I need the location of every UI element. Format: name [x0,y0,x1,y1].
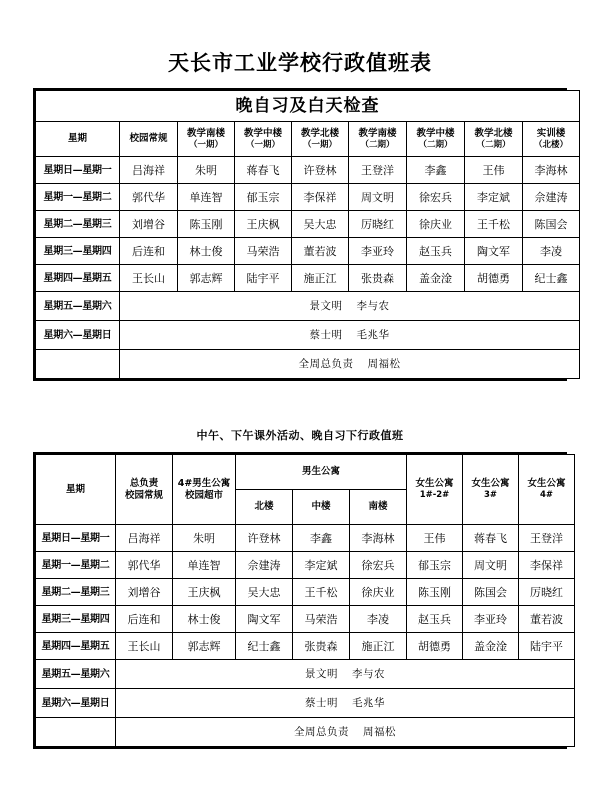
table-row [36,606,575,633]
column-header-4: 教学北楼 （一期） [292,122,349,157]
row-day-label: 星期二—星期三 [36,579,116,606]
footer-row [36,350,580,379]
weekend-row [36,292,580,321]
banner-row [36,91,580,122]
duty-name-cell: 王伟 [407,525,463,552]
column-header-2: 教学南楼 （一期） [178,122,235,157]
week-chief-cell: 全周总负责 周福松 [120,350,580,379]
duty-name-cell: 林士俊 [178,238,235,265]
duty-name-cell: 纪士鑫 [523,265,580,292]
duty-name-cell: 王千松 [293,579,350,606]
duty-name-cell: 董若波 [519,606,575,633]
duty-name-cell: 王长山 [120,265,178,292]
daytime-duty-table [35,454,575,747]
duty-name-cell: 董若波 [292,238,349,265]
duty-name-cell: 郭代华 [120,184,178,211]
duty-name-cell: 佘建涛 [523,184,580,211]
duty-name-cell: 陆宇平 [235,265,292,292]
duty-name-cell: 盖金淦 [407,265,465,292]
duty-name-cell: 李凌 [350,606,407,633]
column-header-1: 校园常规 [120,122,178,157]
weekend-duty-names: 景文明 李与农 [120,292,580,321]
duty-name-cell: 李亚玲 [349,238,407,265]
section-title-daytime-duty: 中午、下午课外活动、晚自习下行政值班 [196,429,404,442]
duty-name-cell: 王伟 [465,157,523,184]
duty-name-cell: 施正江 [292,265,349,292]
column-header-8: 实训楼 （北楼） [523,122,580,157]
duty-name-cell: 郭志辉 [173,633,236,660]
row-day-label: 星期五—星期六 [36,292,120,321]
duty-name-cell: 后连和 [116,606,173,633]
table-row [36,211,580,238]
table-banner-title: 晚自习及白天检查 [36,91,580,122]
column-header-boys-dorm-group: 男生公寓 [236,455,407,490]
weekend-duty-names: 蔡士明 毛兆华 [116,689,575,718]
table-row [36,525,575,552]
row-day-label: 星期日—星期一 [36,525,116,552]
duty-name-cell: 周文明 [349,184,407,211]
column-header-7: 教学北楼 （二期） [465,122,523,157]
duty-name-cell: 佘建涛 [236,552,293,579]
column-header-girls-dorm-1: 女生公寓 3# [463,455,519,525]
duty-name-cell: 李保祥 [519,552,575,579]
column-header-supermarket: 4#男生公寓 校园超市 [173,455,236,525]
row-day-label: 星期六—星期日 [36,689,116,718]
duty-name-cell: 徐庆业 [350,579,407,606]
duty-name-cell: 许登林 [236,525,293,552]
column-header-boys-2: 南楼 [350,490,407,525]
duty-name-cell: 朱明 [178,157,235,184]
column-header-6: 教学中楼 （二期） [407,122,465,157]
duty-name-cell: 胡德勇 [465,265,523,292]
table-row [36,633,575,660]
duty-name-cell: 许登林 [292,157,349,184]
duty-name-cell: 赵玉兵 [407,606,463,633]
row-day-label: 星期二—星期三 [36,211,120,238]
duty-name-cell: 吕海祥 [120,157,178,184]
week-chief-cell: 全周总负责 周福松 [116,718,575,747]
column-header-boys-0: 北楼 [236,490,293,525]
column-header-boys-1: 中楼 [293,490,350,525]
duty-name-cell: 纪士鑫 [236,633,293,660]
duty-name-cell: 徐庆业 [407,211,465,238]
duty-name-cell: 吴大忠 [292,211,349,238]
duty-name-cell: 张贵森 [349,265,407,292]
row-day-label: 星期三—星期四 [36,238,120,265]
duty-name-cell: 陈玉刚 [178,211,235,238]
row-day-label: 星期六—星期日 [36,321,120,350]
duty-name-cell: 王登洋 [349,157,407,184]
row-day-label-empty [36,718,116,747]
row-day-label: 星期四—星期五 [36,265,120,292]
duty-name-cell: 郁玉宗 [235,184,292,211]
footer-row [36,718,575,747]
weekend-row [36,689,575,718]
evening-study-inspection-table [35,90,580,379]
column-header-day: 星期 [36,455,116,525]
evening-study-table-wrapper [33,88,567,381]
duty-name-cell: 胡德勇 [407,633,463,660]
duty-name-cell: 厉晓红 [519,579,575,606]
page-title: 天长市工业学校行政值班表 [168,50,432,75]
duty-name-cell: 陈玉刚 [407,579,463,606]
duty-name-cell: 王长山 [116,633,173,660]
duty-name-cell: 周文明 [463,552,519,579]
header-row-top [36,455,575,490]
row-day-label: 星期五—星期六 [36,660,116,689]
duty-name-cell: 陈国会 [523,211,580,238]
duty-name-cell: 蒋春飞 [235,157,292,184]
row-day-label-empty [36,350,120,379]
duty-name-cell: 朱明 [173,525,236,552]
duty-name-cell: 李鑫 [407,157,465,184]
duty-name-cell: 陶文军 [236,606,293,633]
duty-name-cell: 李定斌 [293,552,350,579]
duty-name-cell: 马荣浩 [293,606,350,633]
table-row [36,579,575,606]
row-day-label: 星期四—星期五 [36,633,116,660]
table-row [36,552,575,579]
duty-name-cell: 王庆枫 [173,579,236,606]
duty-name-cell: 刘增谷 [116,579,173,606]
column-header-girls-dorm-2: 女生公寓 4# [519,455,575,525]
column-header-0: 星期 [36,122,120,157]
duty-name-cell: 李海林 [350,525,407,552]
duty-name-cell: 林士俊 [173,606,236,633]
column-header-chief: 总负责 校园常规 [116,455,173,525]
weekend-duty-names: 景文明 李与农 [116,660,575,689]
duty-name-cell: 赵玉兵 [407,238,465,265]
duty-name-cell: 郭志辉 [178,265,235,292]
row-day-label: 星期三—星期四 [36,606,116,633]
weekend-row [36,321,580,350]
duty-name-cell: 厉晓红 [349,211,407,238]
duty-name-cell: 单连智 [173,552,236,579]
duty-name-cell: 王千松 [465,211,523,238]
row-day-label: 星期日—星期一 [36,157,120,184]
duty-name-cell: 徐宏兵 [407,184,465,211]
row-day-label: 星期一—星期二 [36,552,116,579]
duty-name-cell: 李海林 [523,157,580,184]
duty-name-cell: 马荣浩 [235,238,292,265]
table-row [36,238,580,265]
row-day-label: 星期一—星期二 [36,184,120,211]
duty-name-cell: 盖金淦 [463,633,519,660]
duty-name-cell: 单连智 [178,184,235,211]
duty-name-cell: 郭代华 [116,552,173,579]
column-header-girls-dorm-0: 女生公寓 1#-2# [407,455,463,525]
duty-name-cell: 施正江 [350,633,407,660]
duty-name-cell: 后连和 [120,238,178,265]
duty-name-cell: 徐宏兵 [350,552,407,579]
table-row [36,184,580,211]
column-header-3: 教学中楼 （一期） [235,122,292,157]
duty-name-cell: 吴大忠 [236,579,293,606]
duty-name-cell: 蒋春飞 [463,525,519,552]
duty-name-cell: 陶文军 [465,238,523,265]
duty-name-cell: 李定斌 [465,184,523,211]
duty-name-cell: 李凌 [523,238,580,265]
daytime-duty-table-wrapper [33,452,567,749]
duty-name-cell: 李亚玲 [463,606,519,633]
weekend-row [36,660,575,689]
duty-name-cell: 郁玉宗 [407,552,463,579]
weekend-duty-names: 蔡士明 毛兆华 [120,321,580,350]
duty-name-cell: 陆宇平 [519,633,575,660]
table-row [36,265,580,292]
duty-name-cell: 王登洋 [519,525,575,552]
duty-name-cell: 陈国会 [463,579,519,606]
duty-name-cell: 张贵森 [293,633,350,660]
header-row [36,122,580,157]
duty-name-cell: 李保祥 [292,184,349,211]
table-row [36,157,580,184]
duty-name-cell: 李鑫 [293,525,350,552]
duty-name-cell: 王庆枫 [235,211,292,238]
duty-name-cell: 刘增谷 [120,211,178,238]
duty-name-cell: 吕海祥 [116,525,173,552]
column-header-5: 教学南楼 （二期） [349,122,407,157]
